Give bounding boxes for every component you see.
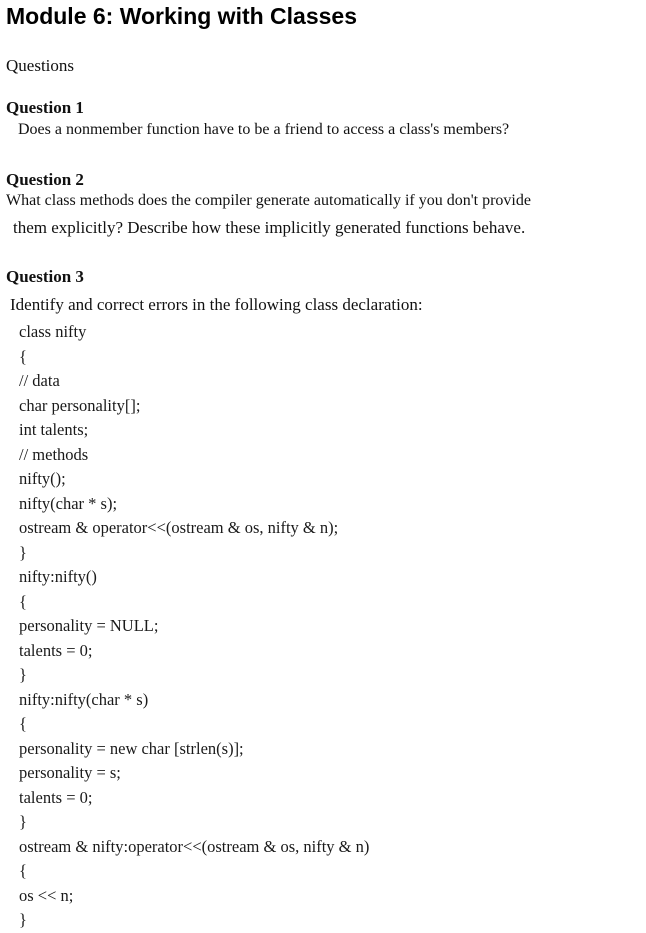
question-2-text-line-1: What class methods does the compiler generate automatically if you don't provide (6, 192, 531, 209)
code-line: } (19, 910, 27, 929)
code-line: ostream & nifty:operator<<(ostream & os, nifty & n) (19, 836, 370, 856)
code-line: personality = s; (19, 763, 121, 782)
question-2-text-line-2: them explicitly? Describe how these implicitly generated functions behave. (13, 218, 526, 237)
question-1-text: Does a nonmember function have to be a friend to access a class's members? (18, 121, 510, 138)
code-line: } (19, 812, 27, 831)
code-line: { (19, 346, 27, 366)
code-line: // data (19, 371, 60, 390)
question-1-heading: Question 1 (6, 98, 84, 117)
code-line: } (19, 542, 27, 562)
code-listing (19, 320, 369, 933)
page-title: Module 6: Working with Classes (6, 3, 358, 29)
code-line: talents = 0; (19, 640, 93, 660)
code-line: } (19, 665, 27, 684)
code-line: personality = new char [strlen(s)]; (19, 738, 244, 758)
code-line: nifty:nifty(char * s) (19, 689, 149, 709)
code-line: // methods (19, 444, 89, 464)
code-line: { (19, 714, 27, 733)
code-line: nifty(); (19, 469, 66, 488)
code-line: nifty:nifty() (19, 567, 97, 586)
code-line: int talents; (19, 420, 89, 439)
question-3-text: Identify and correct errors in the following class declaration: (10, 295, 423, 314)
code-line: char personality[]; (19, 395, 141, 415)
code-line: ostream & operator<<(ostream & os, nifty & n); (19, 518, 339, 537)
code-line: { (19, 861, 27, 880)
question-2-heading: Question 2 (6, 170, 84, 189)
code-line: talents = 0; (19, 787, 93, 807)
code-line: nifty(char * s); (19, 493, 118, 513)
code-line: personality = NULL; (19, 616, 159, 635)
code-line: { (19, 591, 27, 611)
section-label: Questions (6, 56, 74, 75)
code-line: class nifty (19, 322, 87, 341)
code-line: os << n; (19, 885, 74, 905)
question-3-heading: Question 3 (6, 267, 84, 286)
